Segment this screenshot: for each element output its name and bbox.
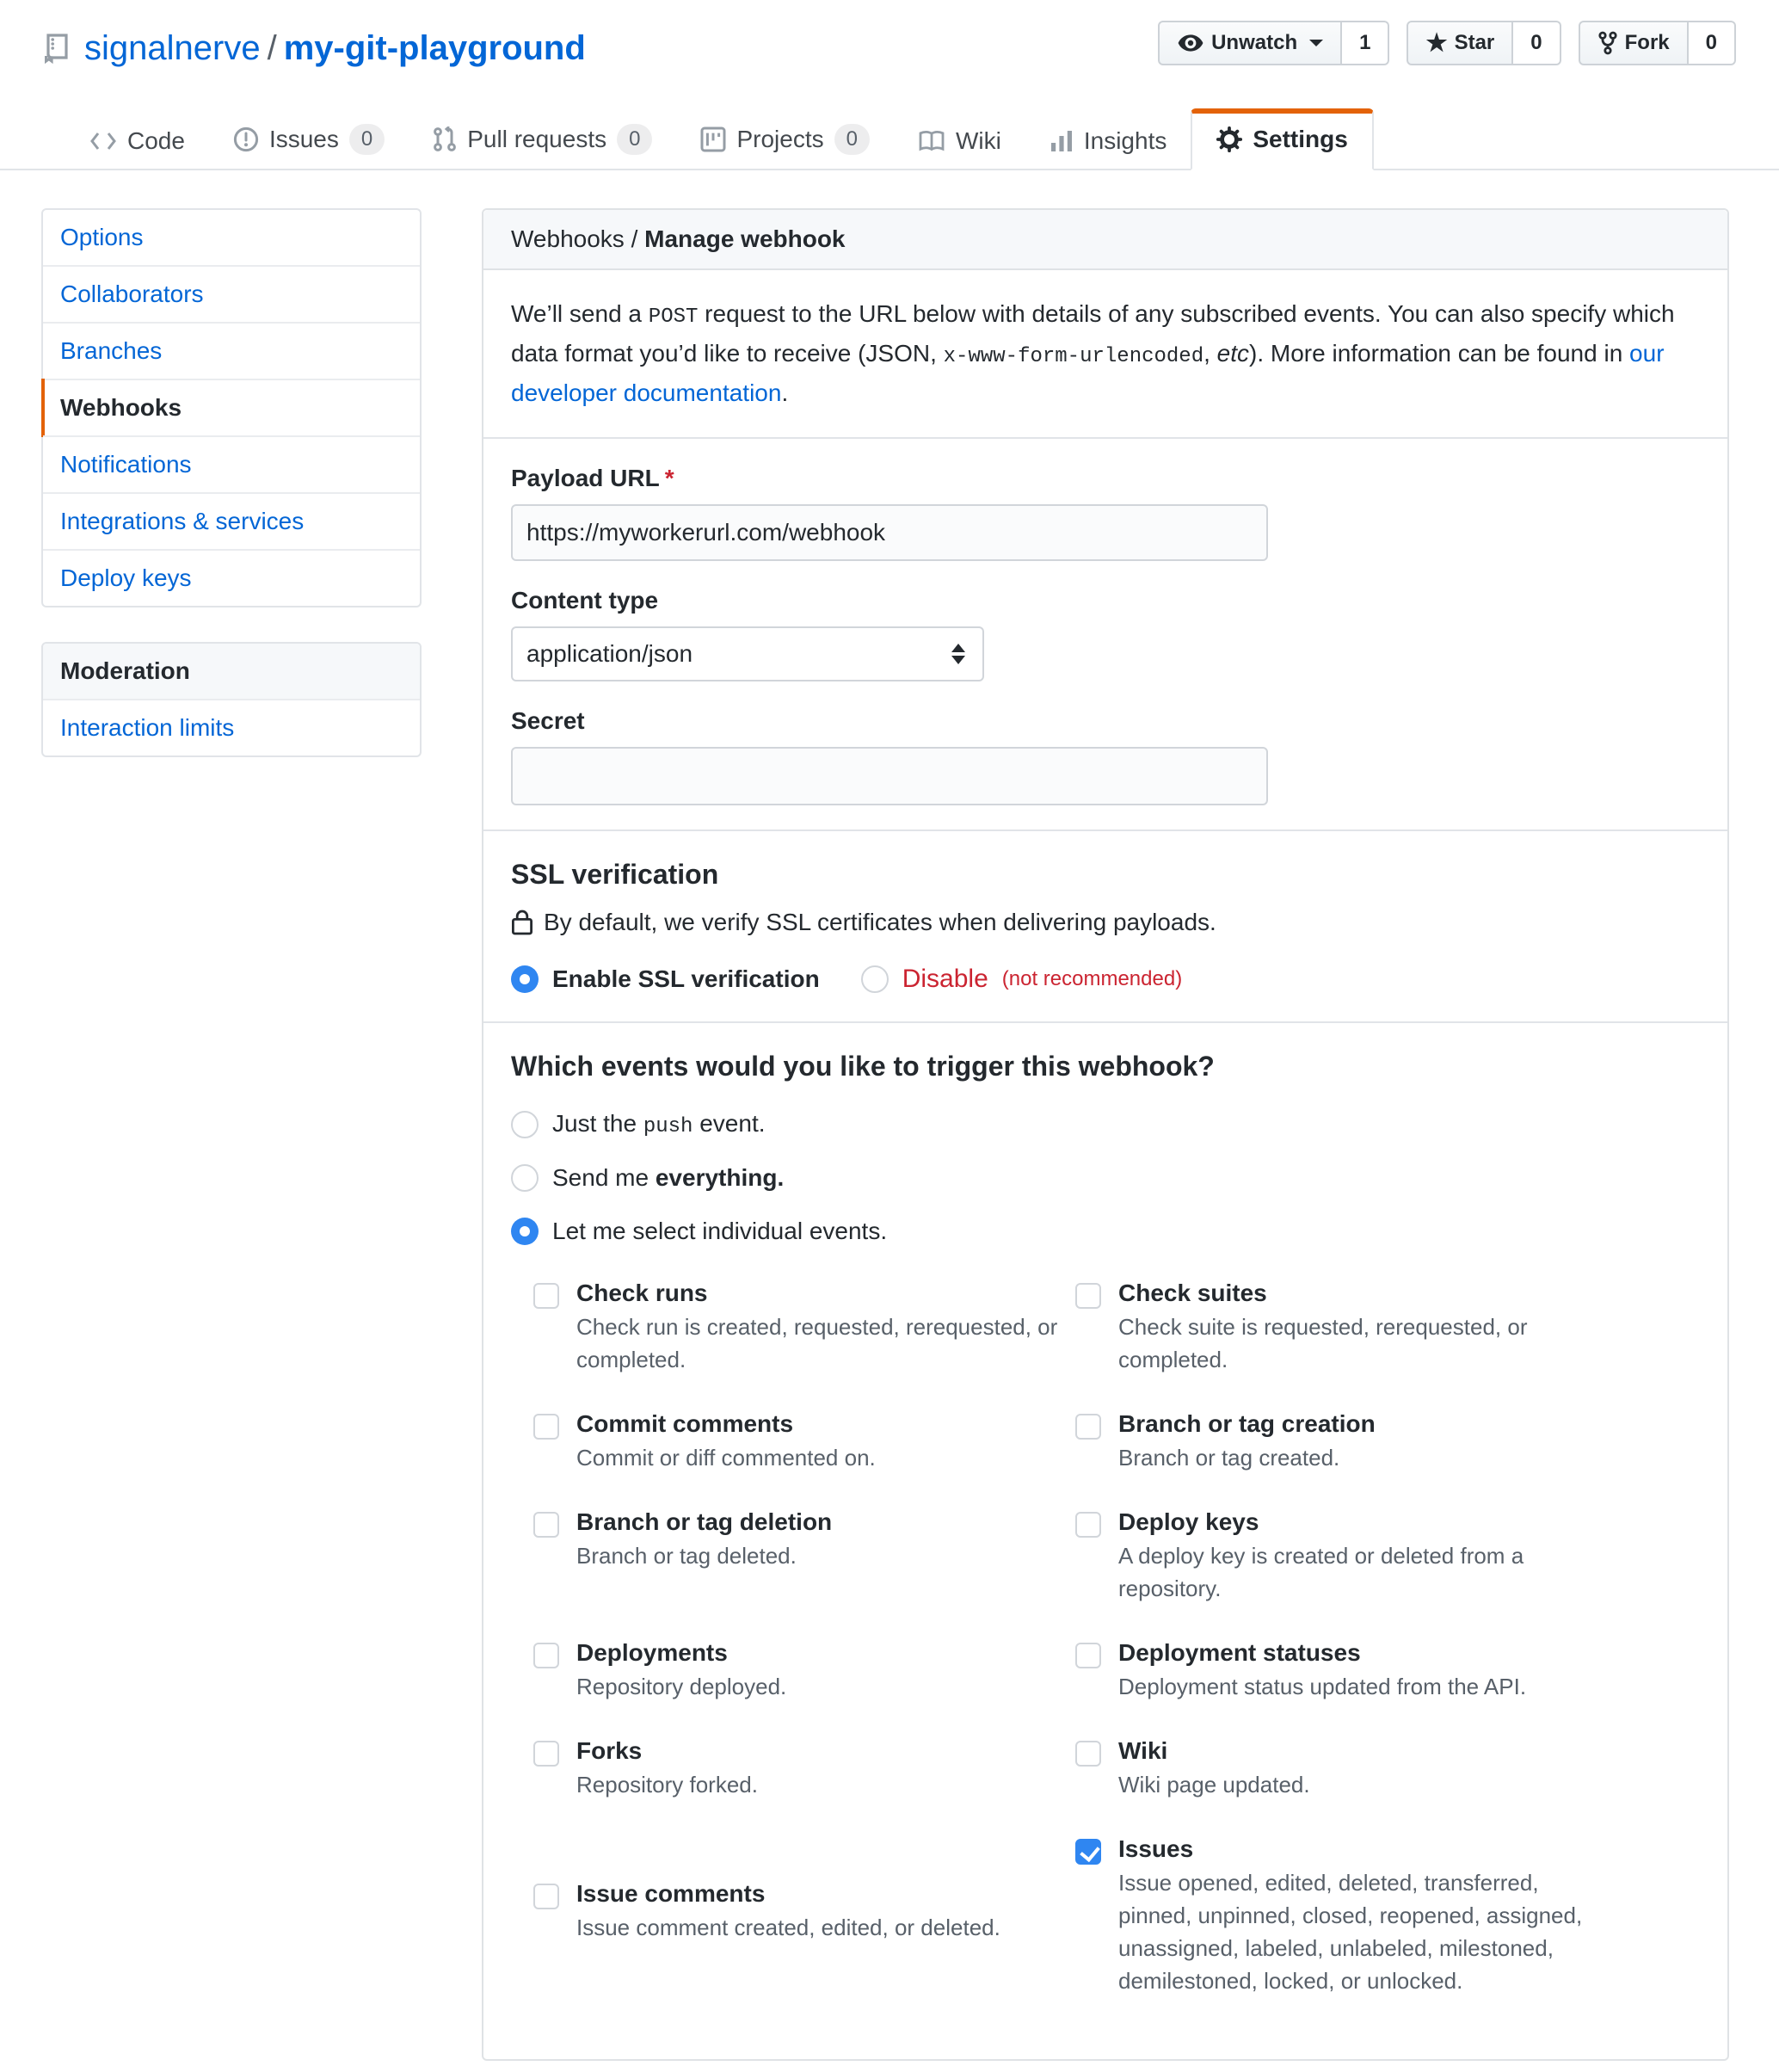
issue-icon [233,126,259,152]
send-everything-label[interactable]: Send me everything. [552,1164,785,1191]
event-title[interactable]: Issues [1118,1835,1194,1862]
select-individual-radio[interactable] [511,1218,1700,1245]
webhook-description [483,270,1727,439]
event-description: Branch or tag deleted. [576,1543,797,1569]
lock-icon [511,909,533,936]
webhook-form [483,465,1727,831]
event-wiki [1075,1737,1700,1801]
fork-label: Fork [1624,31,1670,54]
payload-url-label: Payload URL * [511,465,674,491]
tab-wiki[interactable] [894,107,1025,170]
watchers-count[interactable]: 1 [1342,21,1389,65]
repo-name-link[interactable]: my-git-playground [283,29,586,67]
moderation-menu [41,642,422,757]
event-description: Commit or diff commented on. [576,1445,876,1471]
radio-unchecked-icon[interactable] [511,1111,539,1138]
star-icon: ★ [1425,29,1448,56]
checkbox-unchecked-icon[interactable] [1075,1283,1101,1309]
event-check-runs [533,1280,1075,1376]
select-arrows-icon [951,644,965,664]
event-deployment-statuses [1075,1639,1700,1703]
pull-requests-counter: 0 [617,124,652,155]
event-title[interactable]: Check runs [576,1280,708,1306]
projects-icon [700,126,726,152]
event-description: Repository deployed. [576,1674,787,1699]
sidebar-item-integrations[interactable]: Integrations & services [43,492,420,549]
payload-url-input[interactable] [511,504,1268,561]
tab-label: Pull requests [467,126,607,152]
radio-unchecked-icon[interactable] [861,965,889,993]
enable-ssl-label[interactable]: Enable SSL verification [552,965,820,992]
post-code-text: POST [648,305,699,329]
checkbox-unchecked-icon[interactable] [533,1643,559,1668]
checkbox-unchecked-icon[interactable] [1075,1741,1101,1767]
checkbox-checked-icon[interactable] [1075,1839,1101,1865]
event-description: Repository forked. [576,1772,758,1798]
event-check-suites [1075,1280,1700,1376]
projects-counter: 0 [834,124,870,155]
insights-icon [1050,129,1074,153]
eye-icon [1177,31,1204,55]
content-type-value: application/json [526,640,693,667]
sidebar-item-collaborators[interactable]: Collaborators [43,265,420,322]
unwatch-button[interactable] [1158,21,1342,65]
ssl-note-text: By default, we verify SSL certificates when delivering payloads. [544,909,1216,935]
event-title[interactable]: Wiki [1118,1737,1168,1764]
event-title[interactable]: Issue comments [576,1880,766,1907]
sidebar-item-webhooks[interactable]: Webhooks [43,379,420,435]
radio-checked-icon[interactable] [511,1218,539,1245]
event-description: Check run is created, requested, rerequested, or completed. [576,1314,1058,1372]
event-title[interactable]: Check suites [1118,1280,1267,1306]
description-text: , [1203,340,1217,367]
fork-button[interactable] [1579,21,1689,65]
webhook-settings-panel [482,208,1729,2061]
repo-nav [0,102,1779,170]
tab-label: Code [127,127,185,154]
tab-pull-requests[interactable] [409,103,676,170]
checkbox-unchecked-icon[interactable] [533,1884,559,1909]
event-branch-tag-deletion [533,1508,1075,1605]
fork-icon [1597,31,1618,55]
content-type-label: Content type [511,587,659,614]
event-description: A deploy key is created or deleted from a repository. [1118,1543,1524,1601]
repo-separator: / [267,29,277,67]
wiki-icon [918,129,945,153]
settings-sidebar [41,208,422,757]
event-title[interactable]: Forks [576,1737,643,1764]
disable-ssl-label[interactable]: Disable [902,965,988,993]
description-text: request to the URL below with details of any subscribed events. You can also specify which data format you’d like to receive (JSON, [511,300,1675,367]
event-description: Check suite is requested, rerequested, or completed. [1118,1314,1528,1372]
checkbox-unchecked-icon[interactable] [533,1283,559,1309]
enable-ssl-radio[interactable] [511,965,820,993]
send-everything-radio[interactable] [511,1164,1700,1192]
description-text: ). More information can be found in [1249,340,1630,367]
content-type-select[interactable] [511,626,984,681]
event-description: Wiki page updated. [1118,1772,1310,1798]
select-individual-label[interactable]: Let me select individual events. [552,1218,888,1244]
caret-down-icon [1309,40,1323,46]
tab-label: Settings [1253,126,1348,152]
page-title: Manage webhook [644,225,846,252]
sidebar-item-interaction-limits[interactable]: Interaction limits [43,699,420,755]
event-title[interactable]: Commit comments [576,1410,794,1437]
event-forks [533,1737,1075,1801]
page-header [0,0,1779,170]
checkbox-unchecked-icon[interactable] [1075,1512,1101,1538]
tab-insights[interactable] [1025,107,1191,170]
secret-input[interactable] [511,747,1268,805]
event-commit-comments [533,1410,1075,1474]
event-description: Issue opened, edited, deleted, transferred, pinned, unpinned, closed, reopened, assigned, unassigned, labeled, unlabeled, milestoned, demilestoned, locked, or unlocked. [1118,1870,1583,1994]
moderation-heading: Moderation [43,644,420,699]
radio-unchecked-icon[interactable] [511,1164,539,1192]
event-description: Deployment status updated from the API. [1118,1674,1527,1699]
event-title[interactable]: Branch or tag creation [1118,1410,1376,1437]
checkbox-unchecked-icon[interactable] [1075,1643,1101,1668]
developer-documentation-link[interactable]: our developer documentation [511,340,1665,406]
etc-text: etc [1216,340,1250,367]
forks-count[interactable]: 0 [1689,21,1736,65]
event-issues [1075,1835,1700,1997]
star-label: Star [1454,31,1495,54]
events-checkbox-grid [533,1280,1700,2032]
secret-label: Secret [511,707,585,734]
issues-counter: 0 [349,124,385,155]
event-title[interactable]: Deploy keys [1118,1508,1259,1535]
tab-label: Insights [1083,127,1167,154]
event-branch-tag-creation [1075,1410,1700,1474]
event-deploy-keys [1075,1508,1700,1605]
tab-label: Issues [268,126,339,152]
tab-projects[interactable] [676,103,894,170]
disable-ssl-note: (not recommended) [1001,967,1183,990]
stargazers-count[interactable]: 0 [1513,21,1560,65]
just-push-label[interactable]: Just the push event. [552,1110,766,1138]
repo-owner-link[interactable]: signalnerve [84,29,261,67]
event-trigger-options [511,1110,1700,1245]
event-deployments [533,1639,1075,1703]
repo-icon [43,33,71,64]
required-asterisk: * [664,465,674,491]
event-issue-comments [533,1880,1075,1997]
event-description: Branch or tag created. [1118,1445,1340,1471]
gear-icon [1216,126,1242,152]
disable-ssl-radio[interactable] [861,965,1183,994]
description-text: We’ll send a [511,300,649,327]
code-icon [89,131,117,151]
star-button[interactable] [1407,21,1513,65]
description-text: . [781,379,789,406]
sidebar-item-notifications[interactable]: Notifications [43,435,420,492]
checkbox-unchecked-icon[interactable] [1075,1414,1101,1440]
panel-header [483,210,1727,270]
ssl-verification-section [483,831,1727,1023]
checkbox-unchecked-icon[interactable] [533,1512,559,1538]
breadcrumb-separator: / [631,225,645,252]
unwatch-label: Unwatch [1211,31,1298,54]
just-push-radio[interactable] [511,1110,1700,1138]
tab-settings[interactable] [1191,108,1373,170]
pull-request-icon [433,126,457,152]
checkbox-unchecked-icon[interactable] [533,1414,559,1440]
event-title[interactable]: Deployments [576,1639,728,1666]
settings-menu [41,208,422,607]
radio-checked-icon[interactable] [511,965,539,993]
breadcrumb [84,24,586,72]
sidebar-item-deploy-keys[interactable]: Deploy keys [43,549,420,606]
events-section [483,1023,1727,2059]
checkbox-unchecked-icon[interactable] [533,1741,559,1767]
tab-label: Wiki [955,127,1001,154]
tab-code[interactable] [65,107,209,170]
urlencoded-code-text: x-www-form-urlencoded [943,345,1204,368]
tab-issues[interactable] [209,103,409,170]
webhooks-breadcrumb-link[interactable]: Webhooks [511,225,625,252]
sidebar-item-branches[interactable]: Branches [43,322,420,379]
event-title[interactable]: Branch or tag deletion [576,1508,833,1535]
event-title[interactable]: Deployment statuses [1118,1639,1361,1666]
ssl-heading: SSL verification [511,859,719,890]
sidebar-item-options[interactable]: Options [60,224,144,250]
tab-label: Projects [736,126,824,152]
event-description: Issue comment created, edited, or deleted. [576,1915,1000,1940]
repo-actions [1158,21,1736,65]
events-heading: Which events would you like to trigger this webhook? [511,1051,1215,1082]
